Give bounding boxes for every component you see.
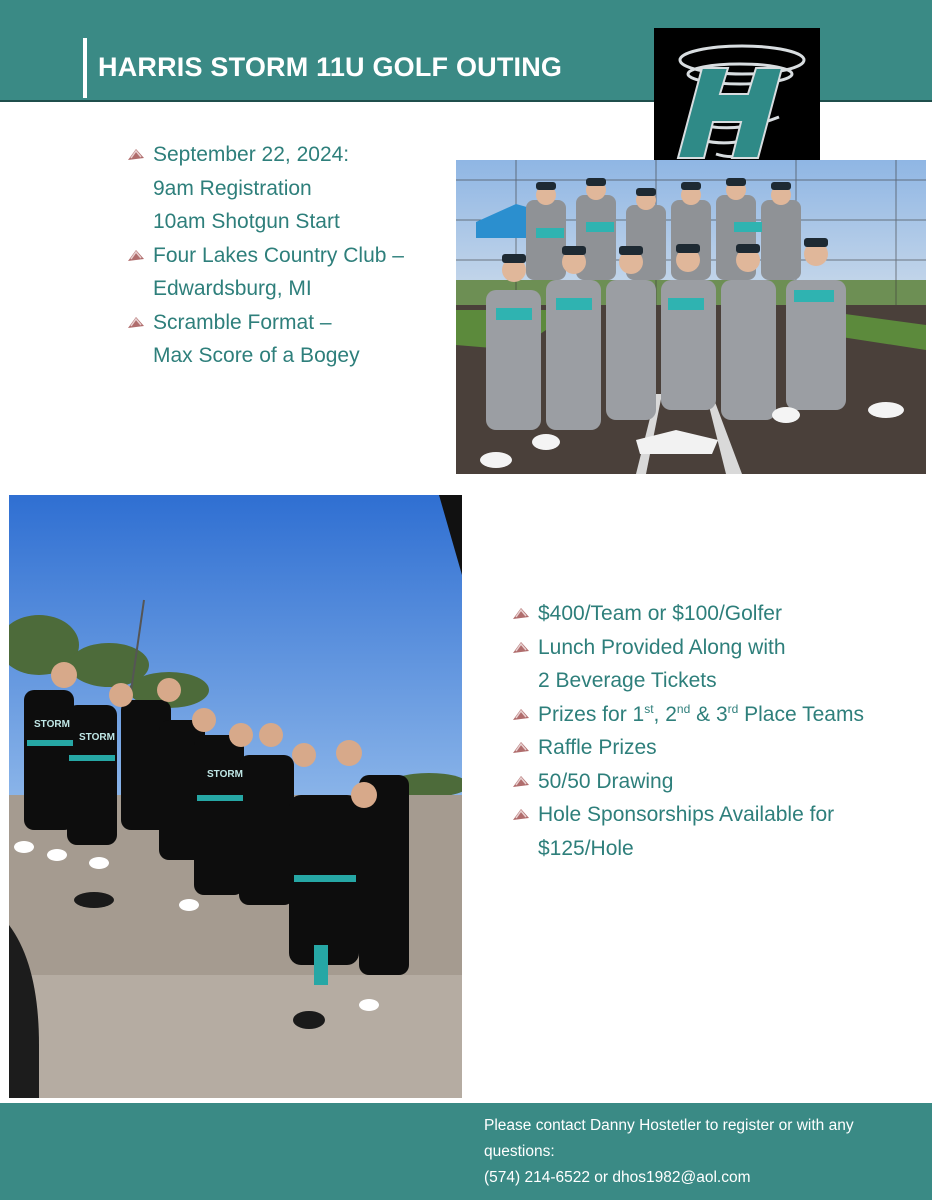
jersey-text: STORM (79, 732, 115, 743)
pricing-text: $400/Team or $100/Golfer (538, 602, 782, 625)
contact-line: Please contact Danny Hostetler to register or with any (484, 1117, 854, 1134)
baseball-icon (512, 707, 530, 722)
jersey-text: STORM (34, 719, 70, 730)
page-title: HARRIS STORM 11U GOLF OUTING (98, 52, 563, 82)
sponsorship-text: Hole Sponsorships Available for $125/Hole (538, 803, 835, 860)
list-item (512, 597, 922, 631)
list-item (512, 631, 922, 698)
team-photo-standing (9, 495, 462, 1098)
event-format-text: Scramble Format – Max Score of a Bogey (153, 310, 360, 367)
list-item (512, 798, 922, 865)
list-item (127, 306, 447, 373)
baseball-icon (512, 606, 530, 621)
jersey-text: STORM (207, 769, 243, 780)
baseball-icon (127, 315, 145, 330)
event-location-text: Four Lakes Country Club – Edwardsburg, MI (153, 243, 404, 300)
list-item (512, 731, 922, 765)
header-accent-bar (83, 38, 87, 98)
baseball-icon (512, 774, 530, 789)
baseball-icon (512, 740, 530, 755)
contact-phone-email: (574) 214-6522 or dhos1982@aol.com (484, 1169, 751, 1186)
pricing-info-list (512, 597, 922, 865)
list-item (127, 138, 447, 239)
list-item (512, 765, 922, 799)
prizes-text: Prizes for 1st, 2nd & 3rd Place Teams (538, 701, 864, 726)
harris-storm-logo-icon (654, 28, 820, 175)
contact-line: questions: (484, 1143, 555, 1160)
baseball-icon (512, 640, 530, 655)
raffle-text: Raffle Prizes (538, 736, 657, 759)
event-details-list (127, 138, 447, 373)
baseball-icon (127, 147, 145, 162)
baseball-icon (127, 248, 145, 263)
lunch-text: Lunch Provided Along with 2 Beverage Tickets (538, 635, 786, 692)
event-date-text: September 22, 2024: 9am Registration 10am Shotgun Start (153, 143, 350, 233)
drawing-text: 50/50 Drawing (538, 769, 674, 793)
list-item (127, 239, 447, 306)
contact-info (484, 1113, 914, 1191)
list-item (512, 698, 922, 732)
baseball-icon (512, 807, 530, 822)
team-photo-kneeling (456, 160, 926, 474)
